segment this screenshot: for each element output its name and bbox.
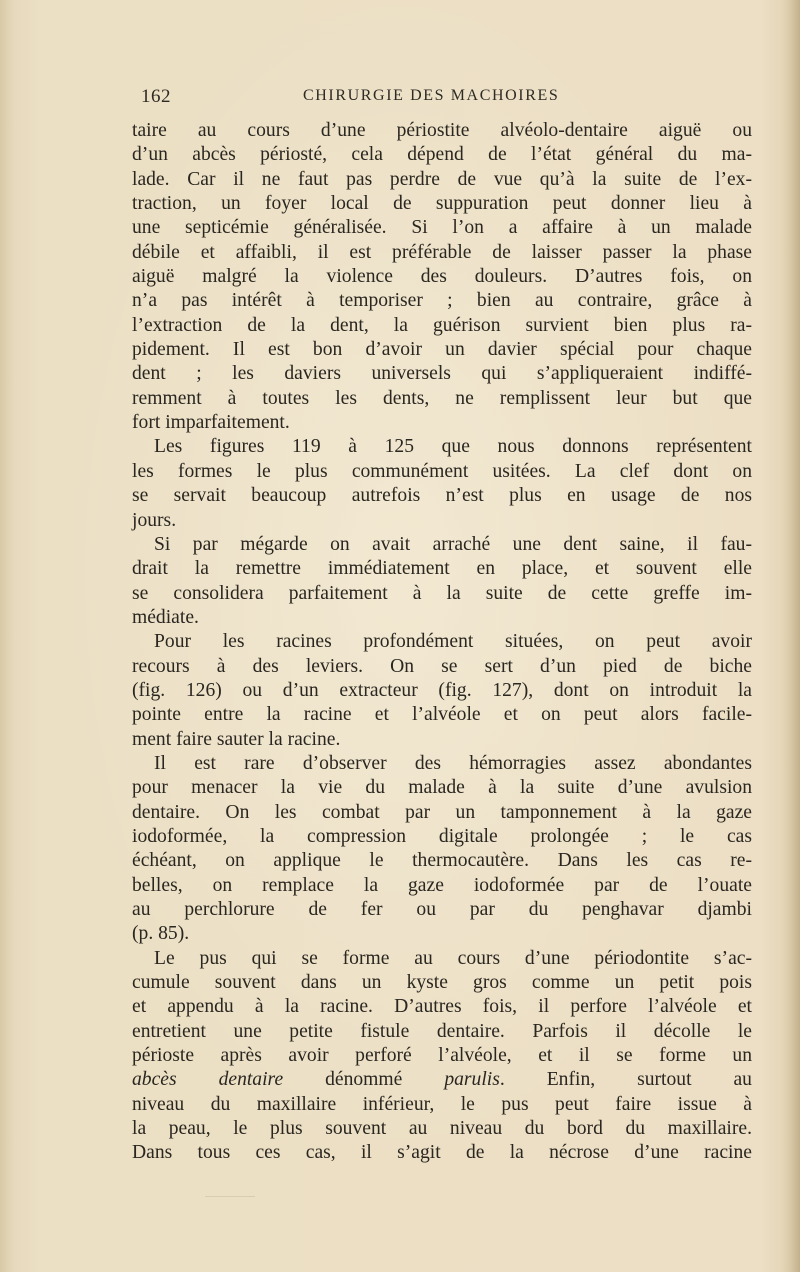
- text-line: périoste après avoir perforé l’alvéole, et il se forme un: [132, 1045, 752, 1067]
- text-line: dentaire. On les combat par un tamponnement à la gaze: [132, 801, 752, 823]
- text-line: pour menacer la vie du malade à la suite d’une avulsion: [132, 777, 752, 799]
- body-text: [132, 119, 752, 1166]
- text-line: médiate.: [132, 606, 199, 628]
- text-line: Dans tous ces cas, il s’agit de la nécrose d’une racine: [132, 1142, 752, 1164]
- paragraph-start-line: Si par mégarde on avait arraché une dent saine, il fau-: [154, 533, 752, 555]
- text-line: et appendu à la racine. D’autres fois, il perfore l’alvéole et: [132, 996, 752, 1018]
- italic-term-parulis: parulis: [444, 1069, 500, 1091]
- running-head: CHIRURGIE DES MACHOIRES: [303, 87, 560, 104]
- text-line: lade. Car il ne faut pas perdre de vue qu’à la suite de l’ex-: [132, 168, 752, 190]
- page-header: [141, 86, 753, 112]
- text-line: (p. 85).: [132, 923, 190, 945]
- text-line-with-italics: [132, 1068, 752, 1092]
- text-line: pointe entre la racine et l’alvéole et on peut alors facile-: [132, 704, 752, 726]
- paragraph-start-line: Le pus qui se forme au cours d’une périodontite s’ac-: [154, 947, 752, 969]
- page-number: 162: [141, 86, 171, 107]
- text-fragment: dénommé: [283, 1069, 445, 1091]
- text-line: n’a pas intérêt à temporiser ; bien au contraire, grâce à: [132, 290, 752, 312]
- page-edge-shadow: [782, 0, 800, 1272]
- text-fragment: . Enfin, surtout au: [499, 1069, 752, 1091]
- text-line: niveau du maxillaire inférieur, le pus peut faire issue à: [132, 1093, 752, 1115]
- text-line: dent ; les daviers universels qui s’appliqueraient indiffé-: [132, 363, 752, 385]
- text-line: débile et affaibli, il est préférable de laisser passer la phase: [132, 241, 752, 263]
- text-line: remment à toutes les dents, ne remplissent leur but que: [132, 387, 752, 409]
- page-smudge: [205, 1196, 255, 1197]
- paragraph-start-line: Les figures 119 à 125 que nous donnons représentent: [154, 436, 752, 458]
- text-line: se servait beaucoup autrefois n’est plus en usage de nos: [132, 485, 752, 507]
- text-line: (fig. 126) ou d’un extracteur (fig. 127), dont on introduit la: [132, 679, 752, 701]
- text-line: taire au cours d’une périostite alvéolo-dentaire aiguë ou: [132, 120, 752, 141]
- text-line: se consolidera parfaitement à la suite de cette greffe im-: [132, 582, 752, 604]
- text-line: les formes le plus communément usitées. La clef dont on: [132, 460, 752, 482]
- text-line: cumule souvent dans un kyste gros comme un petit pois: [132, 972, 752, 994]
- text-line: une septicémie généralisée. Si l’on a affaire à un malade: [132, 217, 752, 239]
- text-line: échéant, on applique le thermocautère. Dans les cas re-: [132, 850, 752, 872]
- text-line: fort imparfaitement.: [132, 412, 290, 434]
- text-line: l’extraction de la dent, la guérison survient bien plus ra-: [132, 314, 752, 336]
- text-line: aiguë malgré la violence des douleurs. D’autres fois, on: [132, 266, 752, 288]
- italic-term-abces-dentaire: abcès dentaire: [132, 1069, 284, 1091]
- text-line: ment faire sauter la racine.: [132, 728, 341, 750]
- text-line: belles, on remplace la gaze iodoformée par de l’ouate: [132, 874, 752, 896]
- text-line: iodoformée, la compression digitale prolongée ; le cas: [132, 825, 752, 847]
- text-line: pidement. Il est bon d’avoir un davier spécial pour chaque: [132, 339, 752, 361]
- text-line: jours.: [132, 509, 177, 531]
- text-line: la peau, le plus souvent au niveau du bord du maxillaire.: [132, 1118, 752, 1140]
- paragraph-start-line: Pour les racines profondément situées, on peut avoir: [154, 631, 752, 653]
- text-line: drait la remettre immédiatement en place, et souvent elle: [132, 558, 752, 580]
- paragraph-start-line: Il est rare d’observer des hémorragies assez abondantes: [154, 752, 752, 774]
- text-line: traction, un foyer local de suppuration peut donner lieu à: [132, 193, 752, 215]
- text-line: entretient une petite fistule dentaire. Parfois il décolle le: [132, 1020, 752, 1042]
- text-line: d’un abcès périosté, cela dépend de l’état général du ma-: [132, 144, 752, 166]
- text-line: recours à des leviers. On se sert d’un pied de biche: [132, 655, 752, 677]
- text-line: au perchlorure de fer ou par du penghavar djambi: [132, 899, 752, 920]
